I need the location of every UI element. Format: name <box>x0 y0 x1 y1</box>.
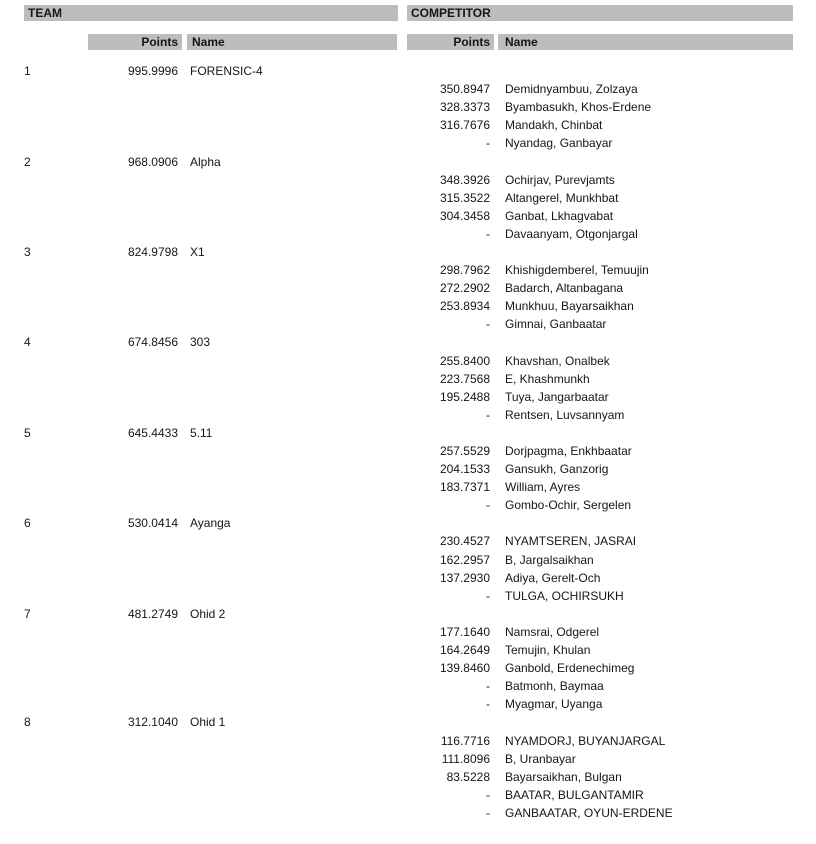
team-name: X1 <box>190 244 205 259</box>
competitor-points: 162.2957 <box>439 552 490 567</box>
competitor-row <box>0 786 816 804</box>
competitor-points: - <box>486 805 490 820</box>
competitor-points: 348.3926 <box>439 172 490 187</box>
team-name: Ohid 1 <box>190 715 226 730</box>
competitor-row <box>0 80 816 98</box>
competitor-points: 195.2488 <box>439 389 490 404</box>
competitor-points: 328.3373 <box>439 100 490 115</box>
competitor-name: Ganbold, Erdenechimeg <box>505 661 635 676</box>
competitor-row <box>0 225 816 243</box>
competitor-row <box>0 406 816 424</box>
competitor-name: Gombo-Ochir, Sergelen <box>505 498 632 513</box>
competitor-row <box>0 134 816 152</box>
competitor-row <box>0 804 816 822</box>
competitor-name: Myagmar, Uyanga <box>505 697 603 712</box>
competitor-row <box>0 569 816 587</box>
competitor-name: Tuya, Jangarbaatar <box>505 389 609 404</box>
competitor-points: 350.8947 <box>439 82 490 97</box>
team-name: Ayanga <box>190 516 231 531</box>
competitor-row <box>0 460 816 478</box>
team-row <box>0 62 816 80</box>
competitor-points-column-header: Points <box>407 34 494 50</box>
competitor-name: Nyandag, Ganbayar <box>505 136 613 151</box>
competitor-name: Bayarsaikhan, Bulgan <box>505 769 622 784</box>
competitor-name: TULGA, OCHIRSUKH <box>505 588 624 603</box>
competitor-name: Adiya, Gerelt-Och <box>505 570 601 585</box>
competitor-row <box>0 532 816 550</box>
competitor-row <box>0 478 816 496</box>
competitor-points: - <box>486 588 490 603</box>
competitor-points: - <box>486 226 490 241</box>
competitor-points: 272.2902 <box>439 281 490 296</box>
competitor-points: - <box>486 317 490 332</box>
team-points: 530.0414 <box>127 516 178 531</box>
competitor-row <box>0 496 816 514</box>
competitor-points: - <box>486 679 490 694</box>
competitor-points: 257.5529 <box>439 444 490 459</box>
team-rank: 8 <box>24 715 31 730</box>
team-points: 645.4433 <box>127 425 178 440</box>
competitor-name: B, Jargalsaikhan <box>505 552 594 567</box>
competitor-name: B, Uranbayar <box>505 751 576 766</box>
team-rank: 1 <box>24 64 31 79</box>
team-row <box>0 152 816 170</box>
team-points: 995.9996 <box>127 64 178 79</box>
competitor-row <box>0 370 816 388</box>
competitor-name: Gimnai, Ganbaatar <box>505 317 607 332</box>
competitor-name: Badarch, Altanbagana <box>505 281 624 296</box>
team-name-column-header: Name <box>187 34 397 50</box>
competitor-name: GANBAATAR, OYUN-ERDENE <box>505 805 673 820</box>
competitor-points: - <box>486 136 490 151</box>
competitor-name: Batmonh, Baymaa <box>505 679 604 694</box>
team-points: 674.8456 <box>127 335 178 350</box>
competitor-name: E, Khashmunkh <box>505 371 590 386</box>
team-rank: 6 <box>24 516 31 531</box>
team-rank: 2 <box>24 154 31 169</box>
team-row <box>0 713 816 731</box>
competitor-row <box>0 641 816 659</box>
competitor-name: Byambasukh, Khos-Erdene <box>505 100 652 115</box>
competitor-row <box>0 388 816 406</box>
competitor-points: - <box>486 498 490 513</box>
team-name: FORENSIC-4 <box>190 64 263 79</box>
team-row <box>0 243 816 261</box>
team-section-header: TEAM <box>24 5 398 21</box>
competitor-points: 177.1640 <box>439 624 490 639</box>
competitor-row <box>0 261 816 279</box>
competitor-points: - <box>486 697 490 712</box>
team-row <box>0 514 816 532</box>
competitor-row <box>0 768 816 786</box>
competitor-points: 111.8096 <box>441 751 490 766</box>
competitor-name: Temujin, Khulan <box>505 643 591 658</box>
team-rank: 4 <box>24 335 31 350</box>
competitor-name: Munkhuu, Bayarsaikhan <box>505 299 634 314</box>
competitor-row <box>0 695 816 713</box>
competitor-points: 183.7371 <box>439 480 490 495</box>
team-points-column-header: Points <box>88 34 182 50</box>
competitor-row <box>0 98 816 116</box>
team-rank: 5 <box>24 425 31 440</box>
competitor-name: NYAMDORJ, BUYANJARGAL <box>505 733 666 748</box>
competitor-points: - <box>486 787 490 802</box>
competitor-points: 253.8934 <box>439 299 490 314</box>
competitor-row <box>0 623 816 641</box>
team-points: 312.1040 <box>127 715 178 730</box>
team-name: Ohid 2 <box>190 606 226 621</box>
competitor-name: Altangerel, Munkhbat <box>505 190 619 205</box>
team-points: 824.9798 <box>127 244 178 259</box>
team-name: 5.11 <box>190 425 213 440</box>
competitor-name: Demidnyambuu, Zolzaya <box>505 82 638 97</box>
competitor-points: 223.7568 <box>439 371 490 386</box>
competitor-points: 83.5228 <box>446 769 490 784</box>
competitor-name: Namsrai, Odgerel <box>505 624 600 639</box>
competitor-row <box>0 207 816 225</box>
competitor-points: 298.7962 <box>439 263 490 278</box>
results-table <box>0 62 816 822</box>
competitor-points: 204.1533 <box>439 462 490 477</box>
competitor-row <box>0 189 816 207</box>
competitor-points: 137.2930 <box>439 570 490 585</box>
competitor-row <box>0 551 816 569</box>
competitor-points: 116.7716 <box>440 733 490 748</box>
competitor-name: Davaanyam, Otgonjargal <box>505 226 638 241</box>
competitor-row <box>0 171 816 189</box>
competitor-row <box>0 352 816 370</box>
team-name: Alpha <box>190 154 221 169</box>
team-rank: 3 <box>24 244 31 259</box>
competitor-row <box>0 677 816 695</box>
competitor-points: 316.7676 <box>439 118 490 133</box>
competitor-row <box>0 731 816 749</box>
competitor-name: Ochirjav, Purevjamts <box>505 172 615 187</box>
competitor-points: 139.8460 <box>439 661 490 676</box>
competitor-name: Khishigdemberel, Temuujin <box>505 263 649 278</box>
competitor-row <box>0 116 816 134</box>
competitor-name: Khavshan, Onalbek <box>505 353 610 368</box>
team-row <box>0 605 816 623</box>
competitor-name: Ganbat, Lkhagvabat <box>505 208 614 223</box>
team-points: 968.0906 <box>127 154 178 169</box>
competitor-points: 304.3458 <box>439 208 490 223</box>
competitor-points: 255.8400 <box>439 353 490 368</box>
competitor-name-column-header: Name <box>498 34 793 50</box>
team-name: 303 <box>190 335 211 350</box>
competitor-section-header: COMPETITOR <box>407 5 793 21</box>
competitor-points: 164.2649 <box>439 643 490 658</box>
competitor-points: 315.3522 <box>439 190 490 205</box>
competitor-name: Mandakh, Chinbat <box>505 118 603 133</box>
competitor-row <box>0 297 816 315</box>
competitor-row <box>0 587 816 605</box>
competitor-row <box>0 442 816 460</box>
competitor-row <box>0 315 816 333</box>
team-points: 481.2749 <box>127 606 178 621</box>
competitor-points: - <box>486 407 490 422</box>
competitor-name: Rentsen, Luvsannyam <box>505 407 625 422</box>
competitor-row <box>0 659 816 677</box>
competitor-points: 230.4527 <box>439 534 490 549</box>
competitor-name: NYAMTSEREN, JASRAI <box>505 534 637 549</box>
competitor-name: BAATAR, BULGANTAMIR <box>505 787 644 802</box>
competitor-row <box>0 750 816 768</box>
competitor-row <box>0 279 816 297</box>
team-row <box>0 424 816 442</box>
competitor-name: William, Ayres <box>505 480 581 495</box>
competitor-name: Gansukh, Ganzorig <box>505 462 609 477</box>
team-row <box>0 333 816 351</box>
competitor-name: Dorjpagma, Enkhbaatar <box>505 444 632 459</box>
team-rank: 7 <box>24 606 31 621</box>
